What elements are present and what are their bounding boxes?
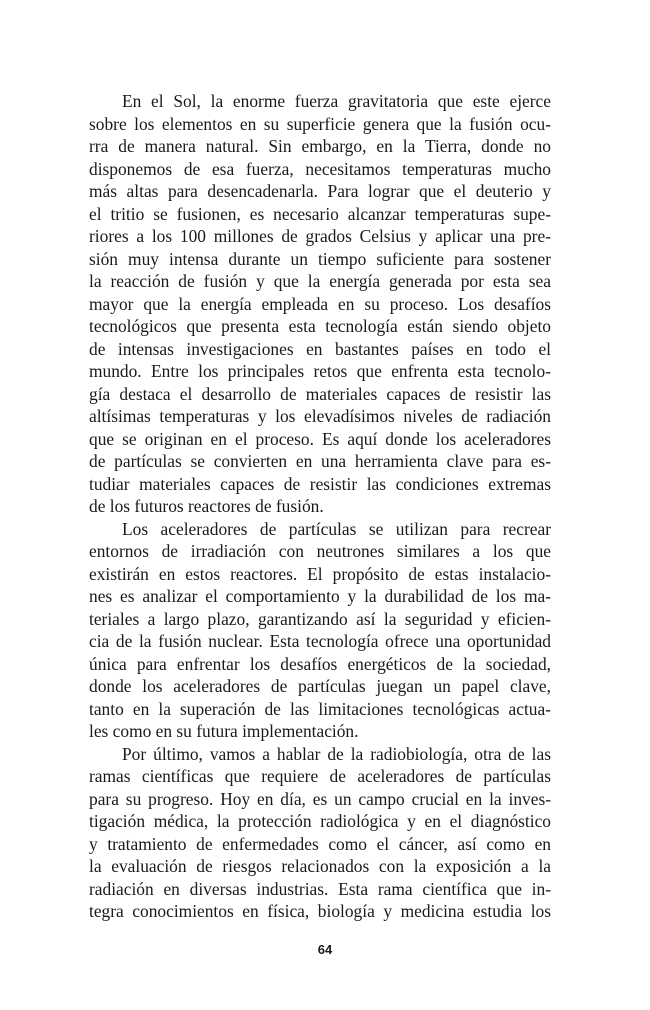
text-line: de partículas se convierten en una herramienta clave para es- xyxy=(89,451,551,471)
text-line: tegra conocimientos en física, biología y medicina estudia los xyxy=(89,901,551,921)
text-line: el tritio se fusionen, es necesario alcanzar temperaturas supe- xyxy=(89,203,551,224)
text-line: altísimas temperaturas y los elevadísimos niveles de radiación xyxy=(89,406,551,426)
body-text xyxy=(89,90,551,923)
text-line: tudiar materiales capaces de resistir las condiciones extremas xyxy=(89,473,551,494)
text-line: tigación médica, la protección radiológica y en el diagnóstico xyxy=(89,811,551,831)
text-line: sión muy intensa durante un tiempo suficiente para sostener xyxy=(89,248,551,269)
text-line: que se originan en el proceso. Es aquí donde los aceleradores xyxy=(89,428,551,449)
text-line: gía destaca el desarrollo de materiales capaces de resistir las xyxy=(89,383,551,404)
text-line: más altas para desencadenarla. Para lograr que el deuterio y xyxy=(89,181,551,201)
text-line: teriales a largo plazo, garantizando así la seguridad y eficien- xyxy=(89,608,551,629)
text-line: radiación en diversas industrias. Esta rama científica que in- xyxy=(89,878,551,899)
page-number: 64 xyxy=(317,942,333,957)
text-line: riores a los 100 millones de grados Celsius y aplicar una pre- xyxy=(89,226,551,246)
text-line: disponemos de esa fuerza, necesitamos temperaturas mucho xyxy=(89,158,551,179)
text-line: rra de manera natural. Sin embargo, en la Tierra, donde no xyxy=(89,136,551,156)
text-line: la evaluación de riesgos relacionados con la exposición a la xyxy=(89,856,551,876)
paragraph xyxy=(89,90,551,518)
text-line: tecnológicos que presenta esta tecnología están siendo objeto xyxy=(89,316,551,336)
paragraph xyxy=(89,518,551,743)
text-line: les como en su futura implementación. xyxy=(89,721,359,741)
text-line: entornos de irradiación con neutrones similares a los que xyxy=(89,541,551,561)
paragraph xyxy=(89,743,551,923)
text-line: la reacción de fusión y que la energía generada por esta sea xyxy=(89,271,551,291)
text-line: y tratamiento de enfermedades como el cáncer, así como en xyxy=(89,833,551,854)
text-line: de intensas investigaciones en bastantes países en todo el xyxy=(89,338,551,359)
text-line: existirán en estos reactores. El propósito de estas instalacio- xyxy=(89,563,551,584)
text-line: En el Sol, la enorme fuerza gravitatoria que este ejerce xyxy=(122,91,551,111)
text-line: nes es analizar el comportamiento y la durabilidad de los ma- xyxy=(89,586,551,606)
text-line: para su progreso. Hoy en día, es un campo crucial en la inves- xyxy=(89,788,551,809)
text-line: única para enfrentar los desafíos energéticos de la sociedad, xyxy=(89,653,551,674)
text-line: mayor que la energía empleada en su proceso. Los desafíos xyxy=(89,293,551,314)
text-line: de los futuros reactores de fusión. xyxy=(89,496,324,516)
text-line: ramas científicas que requiere de aceleradores de partículas xyxy=(89,766,551,786)
text-line: Los aceleradores de partículas se utilizan para recrear xyxy=(122,518,551,539)
text-line: cia de la fusión nuclear. Esta tecnología ofrece una oportunidad xyxy=(89,631,551,651)
text-line: mundo. Entre los principales retos que enfrenta esta tecnolo- xyxy=(89,361,551,381)
text-line: sobre los elementos en su superficie genera que la fusión ocu- xyxy=(89,113,551,134)
text-line: Por último, vamos a hablar de la radiobiología, otra de las xyxy=(122,743,551,764)
text-line: tanto en la superación de las limitaciones tecnológicas actua- xyxy=(89,698,551,719)
text-line: donde los aceleradores de partículas juegan un papel clave, xyxy=(89,676,551,696)
